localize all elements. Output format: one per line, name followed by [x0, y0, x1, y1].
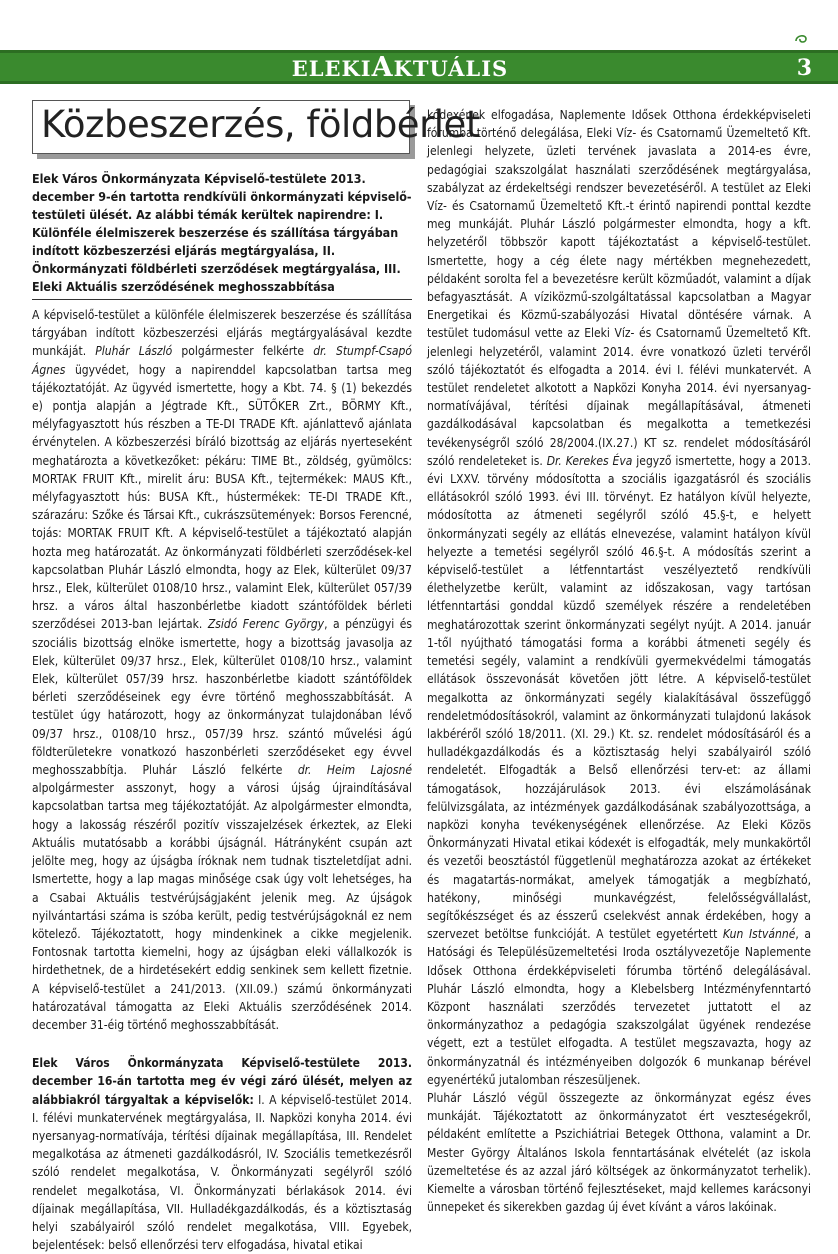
article-lead: Elek Város Önkormányzata Képviselő-testülete 2013. december 9-én tartotta rendkívüli önkormányzati képviselő-testületi ülését. Az alábbi témák kerültek napirendre: I. Különféle élelmiszerek beszerzése és szállítása tárgyában indított közbeszerzési eljárás megtárgyalása, II. Önkormányzati földbérleti szerződések megtárgyalása, III. Eleki Aktuális szerződésének meghosszabbítása — [32, 171, 412, 294]
page-number: 3 — [796, 55, 812, 81]
magazine-title: ELEKIAKTUÁLIS — [291, 52, 509, 83]
paragraph-4: Pluhár László végül összegezte az önkormányzat egész éves munkáját. Tájékoztatott az önkormányzatot ért veszteségekről, példaként említette a Pszichiátriai Betegek Otthona, valamint a Dr. Mester György Általános Iskola fenntartásának elvételét (az iskola üzemeltetése és az azzal járó költségek az önkormányzatot terhelik). Kiemelte a városban történő fejlesztéseket, majd kellemes karácsonyi ünnepeket és sikerekben gazdag új évet kívánt a város lakóinak. — [427, 1090, 811, 1215]
right-column — [427, 106, 811, 1216]
article-title-box — [32, 100, 480, 154]
lead-divider — [32, 299, 412, 300]
paragraph-3: kódexének elfogadása, Naplemente Idősek Otthona érdekképviseleti fórumba történő delegálása, Eleki Víz- és Csatornamű Üzemeltető Kft. jelenlegi helyzete, üzleti tervének javaslata a 2014-es évre, pedagógiai szakszolgálat használati szerződésének megtárgyalása, szabályzat az érdekeltségi rendszer bevezetéséről. A testület az Eleki Víz- és Csatornamű Üzemeltető Kft.-t érintő napirendi ponttal kezdte meg munkáját. Pluhár László polgármester elmondta, hogy a kft. helyzetéről többször kapott tájékoztatást a képviselő-testület. Ismertette, hogy a cég élete nagy mértékben megnehezedett, példaként sorolta fel a bevezetésre került közműadót, valamint a díjak befagyasztását. A víziközmű-szolgáltatással kapcsolatban a Magyar Energetikai és Közmű-szabályozási Hivatal döntésére várnak. A testület tudomásul vette az Eleki Víz- és Csatornamű Üzemeltető Kft. jelenlegi helyzetéről, valamint 2014. évre vonatkozó üzleti tervéről szóló tájékoztatót és elfogadta a 2014. évi I. félévi munkatervét. A testület rendeletet alkotott a Napközi Konyha 2014. évi nyersanyag-normatívájával, térítési díjainak megállapításával, átmeneti gazdálkodásával kapcsolatban és megalkotta a temetkezési tevékenységről szóló 28/2004.(IX.27.) KT sz. rendelet módosításáról szóló rendeleteket is. Dr. Kerekes Éva jegyző ismertette, hogy a 2013. évi LXXV. törvény módosította a szociális igazgatásról és szociális ellátásokról szóló 1993. évi III. törvényt. Ez hatályon kívül helyezte, módosította az átmeneti segélyről szóló 45.§-t, e helyett önkormányzati segély az ellátás elnevezése, valamint hatályon kívül helyezte a temetési segélyről szóló 46.§-t. A módosítás szerint a képviselő-testület a létfenntartást veszélyeztető rendkívüli élethelyzetbe került, valamint az időszakosan, vagy tartósan létfenntartási gonddal küzdő személyek részére a rendeletében meghatározottak szerint önkormányzati segélyt nyújt. A 2014. január 1-től nyújtható támogatási forma a korábbi átmeneti segély és temetési segély, valamint a rendkívüli gyermekvédelmi támogatás ellátások összevonását követően jött létre. A képviselő-testület megalkotta az önkormányzati segély kialakításával összefüggő rendeletmódosításokról, valamint az önkormányzati tulajdonú lakások lakbéréről szóló 18/2011. (XI. 29.) Kt. sz. rendelet módosításáról és a hulladékgazdálkodás és a köztisztaság helyi szabályairól szóló rendeletét. Elfogadták a Belső ellenőrzési terv-et: az állami támogatások, hozzájárulások 2013. évi elszámolásának felülvizsgálata, az intézmények gazdálkodásának szabályozottsága, a napközi konyha tevékenységének ellenőrzése. Az Eleki Közös Önkormányzati Hivatal etikai kódexét is elfogadták, mely munkakörtől és vezetői beosztástól függetlenül meghatározza azokat az értékeket és magatartás-normákat, amelyek támogatják a megbízható, hatékony, minőségi munkavégzést, felelősségvállalást, segítőkészséget és az ésszerű cselekvést annak érdekében, hogy a szervezet betöltse funkcióját. A testület egyetértett Kun Istvánné, a Hatósági és Településüzemeltetési Iroda osztályvezetője Naplemente Idősek Otthona érdekképviseleti fórumba történő delegálásával. Pluhár László elmondta, hogy a Klebelsberg Intézményfenntartó Központ használati szerződés tervezetet juttatott el az önkormányzathoz a pedagógia szakszolgálat ügyének rendezése végett, ezt a testület elfogadta. A testület megszavazta, hogy az önkormányzatnál és intézményeiben dolgozók 6 munkanap bérével egyenértékű jutalomban részesüljenek. — [427, 108, 811, 1087]
article-title: Közbeszerzés, földbérlet — [41, 103, 480, 146]
paragraph-1: A képviselő-testület a különféle élelmiszerek beszerzése és szállítása tárgyában indított közbeszerzési eljárás megtárgyalásával kezdte munkáját. Pluhár László polgármester felkérte dr. Stumpf-Csapó Ágnes ügyvédet, hogy a napirenddel kapcsolatban tartsa meg tájékoztatóját. Az ügyvéd ismertette, hogy a Kbt. 74. § (1) bekezdés e) pontja alapján a Jégtrade Kft., SÜTŐKER Zrt., BÖRMY Kft., mélyfagyasztott hús részben a TE-DI TRADE Kft. ajánlattevő ajánlata érvénytelen. A közbeszerzési bíráló bizottság az eljárás nyerteseként meghatározta a következőket: pékáru: TIME Bt., zöldség, gyümölcs: MORTAK FRUIT Kft., mirelit áru: BUSA Kft., tejtermékek: MAUS Kft., mélyfagyasztott hús: BUSA Kft., hústermékek: TE-DI TRADE Kft., szárazáru: Szőke és Társai Kft., cukrászsütemények: Borsos Ferencné, tojás: MORTAK FRUIT Kft. A képviselő-testület a tájékoztató alapján hozta meg határozatát. Az önkormányzati földbérleti szerződések-kel kapcsolatban Pluhár László elmondta, hogy az Elek, külterület 09/37 hrsz., Elek, külterület 0108/10 hrsz., valamint Elek, külterület 057/39 hrsz. a város által haszonbérletbe kiadott szántóföldek bérleti szerződései 2013-ban lejártak. Zsidó Ferenc György, a pénzügyi és szociális bizottság elnöke ismertette, hogy a bizottság javasolja az Elek, külterület 09/37 hrsz., Elek, külterület 0108/10 hrsz., valamint Elek, külterület 057/39 hrsz. haszonbérletbe kiadott szántóföldek bérleti szerződéseinek egy évre történő meghosszabbítását. A testület úgy határozott, hogy az önkormányzat tulajdonában lévő 09/37 hrsz., 0108/10 hrsz., 057/39 hrsz. szántó művelési ágú földterületekre vonatkozó haszonbérleti szerződéseket egy évvel meghosszabbítja. Pluhár László felkérte dr. Heim Lajosné alpolgármester asszonyt, hogy a városi újság újraindításával kapcsolatban tartsa meg tájékoztatóját. Az alpolgármester elmondta, hogy a lakosság részéről pozitív visszajelzések érkeztek, az Eleki Aktuális mutatósabb a korábbi újságnál. Hátrányként csupán azt jelölte meg, hogy az újságba íróknak nem tudnak tiszteletdíjat adni. Ismertette, hogy a lap magas minősége csak úgy volt lehetséges, ha a Csabai Aktuális testvérújságjaként jelenik meg. Az újságok nyilvántartási száma is szóba került, pedig testvérújságoknál ez nem kötelező. Tájékoztatott, hogy mindenkinek a cikke megjelenik. Fontosnak tartotta kiemelni, hogy az újságban eleki vállalkozók is hirdethetnek, de a hirdetésekért eddig senkinek sem kellett fizetnie. A képviselő-testület a 241/2013. (XII.09.) számú önkormányzati határozatával támogatta az Eleki Aktuális szerződésének 2014. december 31-éig történő meghosszabbítását. — [32, 308, 412, 1032]
swirl-icon — [794, 32, 808, 46]
left-column — [32, 100, 480, 1254]
paragraph-2: Elek Város Önkormányzata Képviselő-testülete 2013. december 16-án tartotta meg év végi záró ülését, melyen az alábbiakról tárgyaltak a képviselők: I. A képviselő-testület 2014. I. félévi munkatervének megtárgyalása, II. Napközi konyha 2014. évi nyersanyag-normatívája, térítési díjainak megállapítása, III. Rendelet megalkotása az átmeneti gazdálkodásról, IV. Szociális temetkezésről szóló rendelet megalkotása, V. Önkormányzati segélyről szóló rendelet megalkotása, VI. Önkormányzati bérlakások 2014. évi díjainak megállapítása, VII. Hulladékgazdálkodás, és a köztisztaság helyi szabályairól szóló rendelet megalkotása, VIII. Egyebek, bejelentések: belső ellenőrzési terv elfogadása, hivatal etikai — [32, 1056, 412, 1253]
